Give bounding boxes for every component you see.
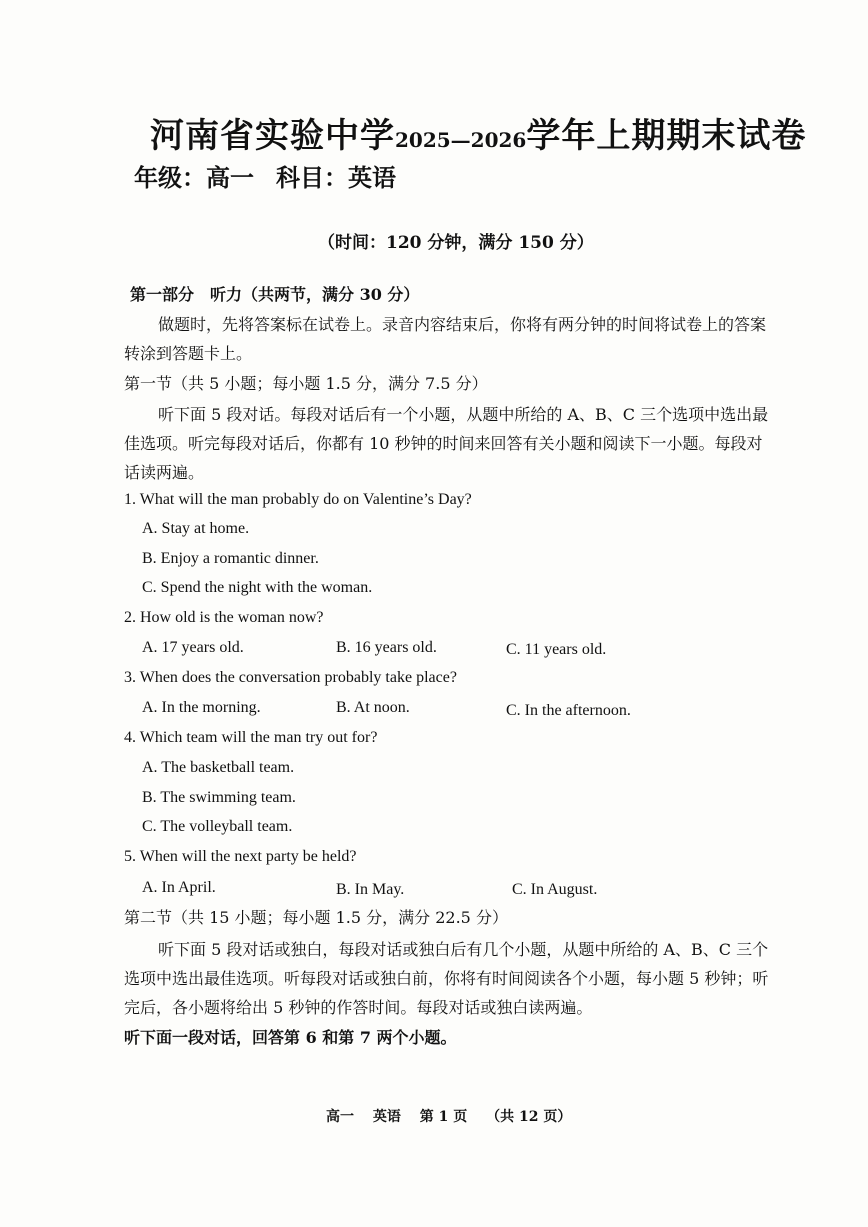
- q5-option-c: C. In August.: [512, 881, 598, 898]
- title-school: 河南省实验中学: [150, 116, 395, 156]
- q3-option-c: C. In the afternoon.: [506, 702, 631, 719]
- q4-option-c: C. The volleyball team.: [142, 818, 293, 835]
- page-footer: [326, 1106, 585, 1126]
- time-note: （时间：120 分钟，满分 150 分）: [318, 233, 594, 253]
- q4-option-b: B. The swimming team.: [142, 789, 296, 806]
- title-term: 学年上期期末试卷: [526, 116, 807, 156]
- part1-heading: 第一部分 听力（共两节，满分 30 分）: [130, 285, 420, 304]
- exam-title: [150, 108, 807, 157]
- question-2: 2. How old is the woman now?: [124, 609, 324, 626]
- section1-instruction: 听下面 5 段对话。每段对话后有一个小题，从题中所给的 A、B、C 三个选项中选出最佳选项。听完每段对话后，你都有 10 秒钟的时间来回答有关小题和阅读下一小题。每段对话读两遍。: [124, 405, 769, 482]
- section1-heading: 第一节（共 5 小题；每小题 1.5 分，满分 7.5 分）: [124, 374, 488, 393]
- q2-option-b: B. 16 years old.: [336, 639, 437, 656]
- exam-meta: [134, 158, 396, 193]
- part1-instruction: 做题时，先将答案标在试卷上。录音内容结束后，你将有两分钟的时间将试卷上的答案转涂到答题卡上。: [124, 315, 767, 363]
- question-3: 3. When does the conversation probably take place?: [124, 669, 457, 686]
- q5-option-b: B. In May.: [336, 881, 405, 898]
- q1-option-b: B. Enjoy a romantic dinner.: [142, 550, 319, 567]
- question-1: 1. What will the man probably do on Valentine’s Day?: [124, 491, 472, 508]
- q4-option-a: A. The basketball team.: [142, 759, 295, 776]
- q3-option-b: B. At noon.: [336, 699, 410, 716]
- footer-grade: 高一: [326, 1109, 354, 1125]
- question-4: 4. Which team will the man try out for?: [124, 729, 378, 746]
- footer-total: （共 12 页）: [486, 1109, 572, 1125]
- subject-label: 科目：英语: [276, 163, 396, 192]
- q1-option-a: A. Stay at home.: [142, 520, 250, 537]
- q2-option-a: A. 17 years old.: [142, 639, 244, 656]
- section2-lead: 听下面一段对话，回答第 6 和第 7 两个小题。: [124, 1028, 457, 1047]
- q3-option-a: A. In the morning.: [142, 699, 261, 716]
- q2-option-c: C. 11 years old.: [506, 641, 607, 658]
- grade-label: 年级：高一: [134, 163, 254, 192]
- q1-option-c: C. Spend the night with the woman.: [142, 579, 373, 596]
- footer-subject: 英语: [372, 1109, 401, 1125]
- q5-option-a: A. In April.: [142, 879, 216, 896]
- footer-page: 第 1 页: [419, 1109, 468, 1125]
- question-5: 5. When will the next party be held?: [124, 848, 357, 865]
- section2-heading: 第二节（共 15 小题；每小题 1.5 分，满分 22.5 分）: [124, 908, 508, 927]
- section2-instruction: 听下面 5 段对话或独白，每段对话或独白后有几个小题，从题中所给的 A、B、C 三个选项中选出最佳选项。听每段对话或独白前，你将有时间阅读各个小题，每小题 5 秒钟；听完后，各小题将给出 5 秒钟的作答时间。每段对话或独白读两遍。: [124, 940, 769, 1017]
- title-years: 2025—2026: [395, 128, 527, 152]
